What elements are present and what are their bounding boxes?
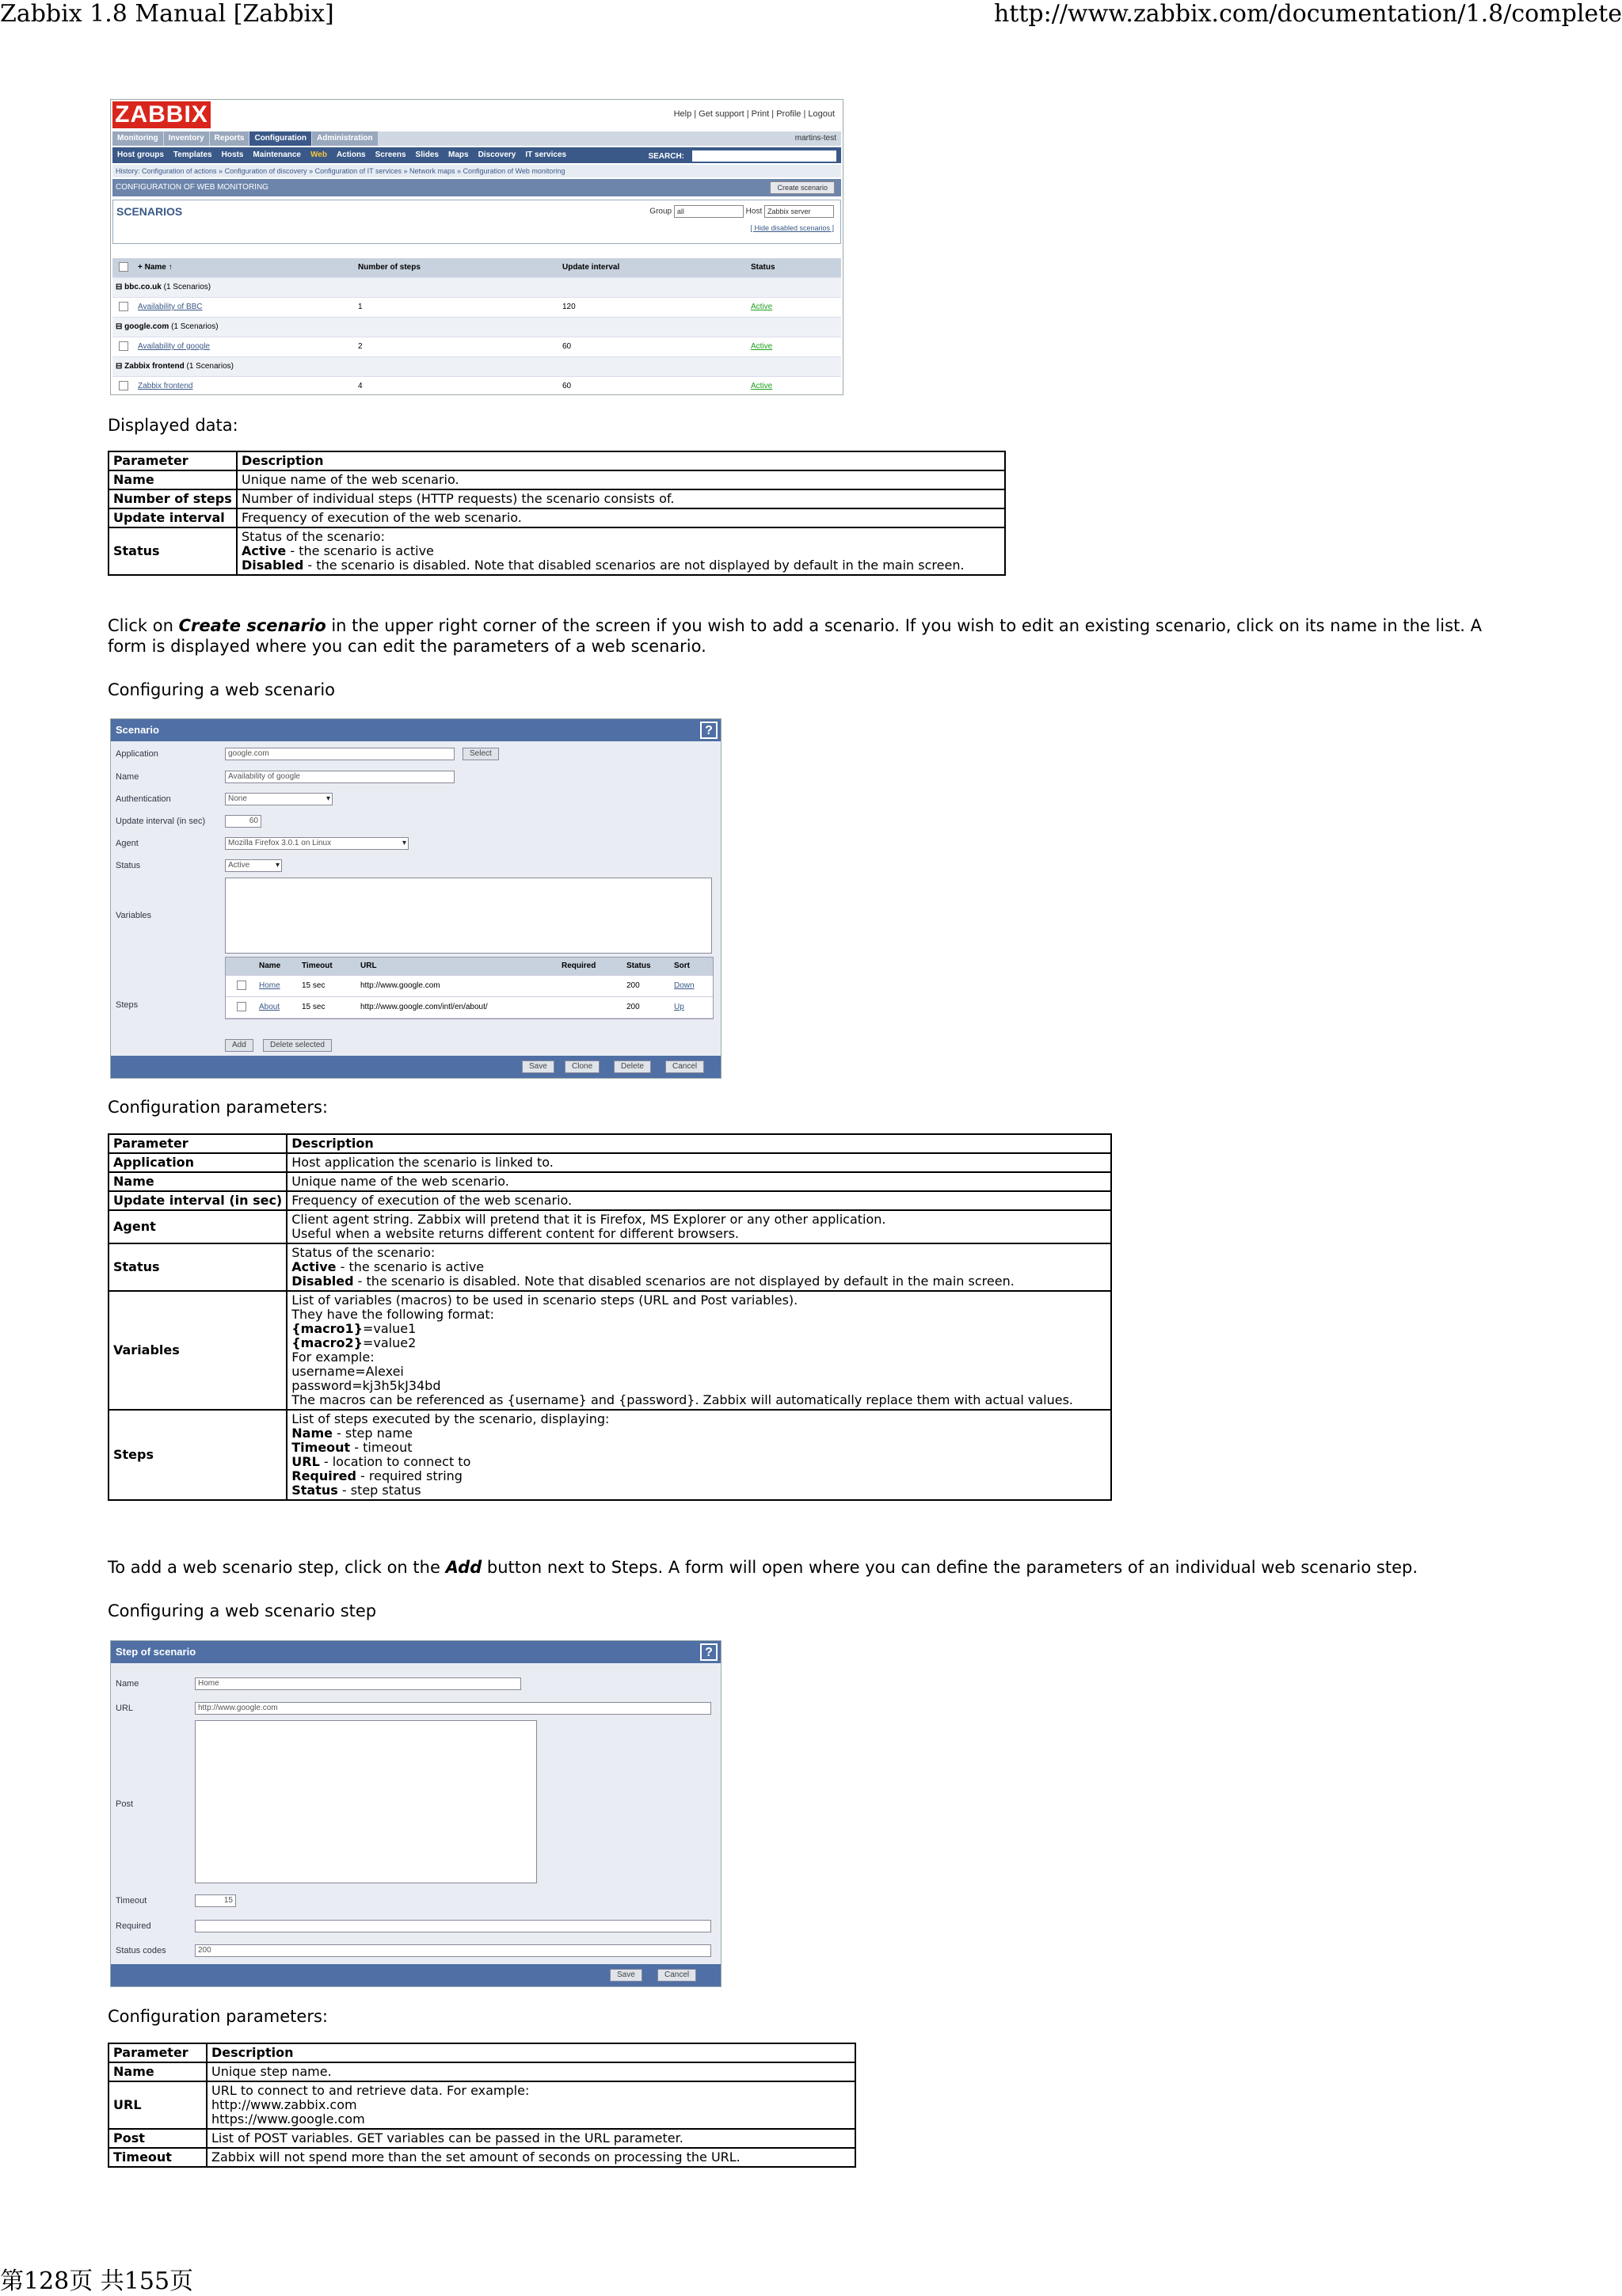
step-form-title: Step of scenario ? [111, 1641, 721, 1663]
submenu-maps[interactable]: Maps [448, 150, 469, 159]
table-row: Home 15 sec http://www.google.com 200 Down [226, 976, 713, 997]
status-codes-field[interactable]: 200 [195, 1944, 711, 1957]
zabbix-logo: ZABBIX [112, 101, 211, 128]
caption-configuring-step: Configuring a web scenario step [108, 1601, 377, 1620]
row-checkbox[interactable] [119, 381, 128, 390]
name-field[interactable]: Availability of google [225, 771, 455, 783]
menu-inventory[interactable]: Inventory [164, 131, 209, 146]
submenu-discovery[interactable]: Discovery [478, 150, 516, 159]
help-icon[interactable]: ? [700, 1643, 718, 1661]
filter-bar [649, 205, 834, 218]
submenu-host-groups[interactable]: Host groups [117, 150, 164, 159]
group-row: ⊟ google.com (1 Scenarios) [112, 318, 841, 337]
row-checkbox[interactable] [119, 341, 128, 351]
save-button[interactable]: Save [522, 1060, 554, 1073]
row-checkbox[interactable] [119, 302, 128, 311]
scenario-link[interactable]: Availability of google [138, 342, 210, 351]
select-all-checkbox[interactable] [119, 262, 128, 272]
delete-selected-button[interactable]: Delete selected [263, 1039, 332, 1052]
step-link[interactable]: Home [259, 981, 280, 990]
menu-monitoring[interactable]: Monitoring [112, 131, 163, 146]
status-link[interactable]: Active [751, 382, 773, 390]
agent-select[interactable]: Mozilla Firefox 3.0.1 on Linux ▾ [225, 837, 409, 850]
scenario-list [112, 258, 841, 395]
step-params-table: Parameter Description Name Unique step name. URL URL to connect to and retrieve data. For example: http://www.zabbix.com https://www.google.com Post List of POST variables. GET variables can be passed in the URL parameter. Timeout Zabbix will not spend more than the set amount of seconds on processing the URL. [108, 2043, 856, 2168]
scenario-form-title: Scenario ? [111, 719, 721, 741]
history-bar: History: Configuration of actions » Configuration of discovery » Configuration of IT services » Network maps » Configuration of Web monitoring [112, 165, 841, 177]
paragraph-add-step: To add a web scenario step, click on the Add button next to Steps. A form will open where you can define the parameters of an individual web scenario step. [108, 1558, 1418, 1577]
submenu-it-services[interactable]: IT services [525, 150, 567, 159]
variables-textarea[interactable] [225, 878, 712, 954]
caption-displayed-data: Displayed data: [108, 416, 238, 435]
paragraph-create-scenario: Click on Create scenario in the upper right corner of the screen if you wish to add a scenario. If you wish to edit an existing scenario, click on its name in the list. A form is displayed where you can edit the parameters of a web scenario. [108, 616, 1483, 656]
save-button[interactable]: Save [610, 1969, 642, 1982]
print-header-url: http://www.zabbix.com/documentation/1.8/complete [993, 0, 1622, 28]
table-row: Availability of google 2 60 Active [112, 337, 841, 357]
scenario-params-table: Parameter Description Application Host application the scenario is linked to. Name Unique name of the web scenario. Update interval (in sec) Frequency of execution of the web scenario. Agent Client agent string. Zabbix will pretend that it is Firefox, MS Explorer or any other application. Useful when a website returns different content for different browsers. Status Status of the scenario: Active - the scenario is active Disabled - the scenario is disabled. Note that disabled scenarios are not displayed by default in the main screen. Variables List of variables (macros) to be used in scenario steps (URL and Post variables). They have the following format: {macro1}=value1 {macro2}=value2 For example: username=Alexei password=kj3h5kJ34bd The macros can be referenced as {username} and {password}. Zabbix will automatically replace them with actual values. Steps List of steps executed by the scenario, displaying: Name - step name Timeout - timeout URL - location to connect to Required - required string Status - step status [108, 1133, 1112, 1501]
steps-table [225, 957, 714, 1019]
clone-button[interactable]: Clone [565, 1060, 600, 1073]
menu-configuration[interactable]: Configuration [249, 131, 311, 146]
step-link[interactable]: About [259, 1003, 280, 1011]
caption-configuring-scenario: Configuring a web scenario [108, 680, 336, 699]
displayed-data-table: Parameter Description Name Unique name of the web scenario. Number of steps Number of individual steps (HTTP requests) the scenario consists of. Update interval Frequency of execution of the web scenario. Status Status of the scenario: Active - the scenario is active Disabled - the scenario is disabled. Note that disabled scenarios are not displayed by default in the main screen. [108, 451, 1006, 576]
top-links[interactable]: Help | Get support | Print | Profile | Logout [673, 109, 835, 119]
search-input[interactable] [692, 150, 836, 162]
sort-link[interactable]: Up [674, 1003, 684, 1011]
scenario-link[interactable]: Availability of BBC [138, 303, 203, 311]
step-name-field[interactable]: Home [195, 1677, 521, 1690]
table-row: Zabbix frontend 4 60 Active [112, 377, 841, 395]
cancel-button[interactable]: Cancel [665, 1060, 704, 1073]
scenario-form-screenshot: Scenario ? Application google.com Select Name Availability of google Authentication None ▾ Update interval (in sec) 60 Agent Mozilla Firefox 3.0.1 on Linux ▾ Status Active ▾ Variables Steps Name Timeout URL Required Status Sort Home 15 sec http://www.google.com 200 Down About 15 sec http://www.google.com/intl/en/about/ 200 Up Add Delete selected Save Clone Delete Cancel [110, 718, 722, 1079]
main-menu [112, 131, 841, 146]
step-checkbox[interactable] [237, 1002, 246, 1011]
add-step-button[interactable]: Add [225, 1039, 253, 1052]
status-link[interactable]: Active [751, 342, 773, 351]
status-select[interactable]: Active ▾ [225, 859, 282, 872]
form-footer [111, 1056, 721, 1078]
print-header [0, 0, 1622, 32]
submenu-web[interactable]: Web [310, 150, 327, 159]
search-area [643, 149, 836, 165]
table-row: About 15 sec http://www.google.com/intl/en/about/ 200 Up [226, 997, 713, 1019]
print-header-title: Zabbix 1.8 Manual [Zabbix] [0, 0, 334, 28]
table-row: Availability of BBC 1 120 Active [112, 298, 841, 318]
help-icon[interactable]: ? [700, 722, 718, 739]
submenu-screens[interactable]: Screens [375, 150, 406, 159]
submenu-hosts[interactable]: Hosts [221, 150, 244, 159]
caption-config-params-2: Configuration parameters: [108, 2007, 328, 2026]
host-label: Host [745, 207, 763, 216]
search-label: SEARCH: [648, 152, 684, 161]
step-form-footer [111, 1964, 721, 1986]
config-title-bar [112, 179, 841, 196]
authentication-select[interactable]: None ▾ [225, 793, 333, 805]
step-checkbox[interactable] [237, 980, 246, 990]
create-scenario-button[interactable]: Create scenario [770, 181, 835, 194]
current-user: martins-test [794, 134, 836, 143]
status-link[interactable]: Active [751, 303, 773, 311]
caption-config-params-1: Configuration parameters: [108, 1098, 328, 1117]
scenario-link[interactable]: Zabbix frontend [138, 382, 193, 390]
config-title: CONFIGURATION OF WEB MONITORING [116, 183, 268, 192]
col-steps[interactable]: Number of steps [358, 263, 421, 272]
print-footer-page: 第128页 共155页 [0, 2267, 194, 2295]
timeout-field[interactable]: 15 [195, 1894, 236, 1907]
hide-disabled-link[interactable]: [ Hide disabled scenarios ] [750, 224, 834, 232]
select-button[interactable]: Select [463, 748, 499, 760]
group-label: Group [649, 207, 672, 216]
cancel-button[interactable]: Cancel [657, 1969, 696, 1982]
application-field[interactable]: google.com [225, 748, 455, 760]
submenu-templates[interactable]: Templates [173, 150, 212, 159]
col-name[interactable]: + Name ↑ [138, 263, 173, 272]
sub-menu [112, 147, 841, 163]
step-form-screenshot: Step of scenario ? Name Home URL http://www.google.com Post Timeout 15 Required Status codes 200 Save Cancel [110, 1640, 722, 1987]
step-url-field[interactable]: http://www.google.com [195, 1702, 711, 1715]
menu-administration[interactable]: Administration [312, 131, 378, 146]
steps-header: Name Timeout URL Required Status Sort [226, 958, 713, 976]
submenu-slides[interactable]: Slides [415, 150, 439, 159]
update-interval-field[interactable]: 60 [225, 815, 261, 828]
host-select[interactable]: Zabbix server [764, 205, 834, 218]
submenu-maintenance[interactable]: Maintenance [253, 150, 301, 159]
group-select[interactable]: all [674, 205, 744, 218]
group-row: ⊟ Zabbix frontend (1 Scenarios) [112, 357, 841, 377]
web-monitoring-screenshot [110, 99, 843, 395]
required-field[interactable] [195, 1920, 711, 1932]
col-interval[interactable]: Update interval [562, 263, 620, 272]
list-header [112, 258, 841, 278]
delete-button[interactable]: Delete [614, 1060, 651, 1073]
scenarios-title: SCENARIOS [116, 205, 183, 218]
submenu-actions[interactable]: Actions [336, 150, 366, 159]
post-textarea[interactable] [195, 1720, 537, 1883]
menu-reports[interactable]: Reports [210, 131, 249, 146]
group-row: ⊟ bbc.co.uk (1 Scenarios) [112, 278, 841, 298]
sort-link[interactable]: Down [674, 981, 695, 990]
scenarios-panel [112, 200, 841, 244]
col-status[interactable]: Status [751, 263, 775, 272]
